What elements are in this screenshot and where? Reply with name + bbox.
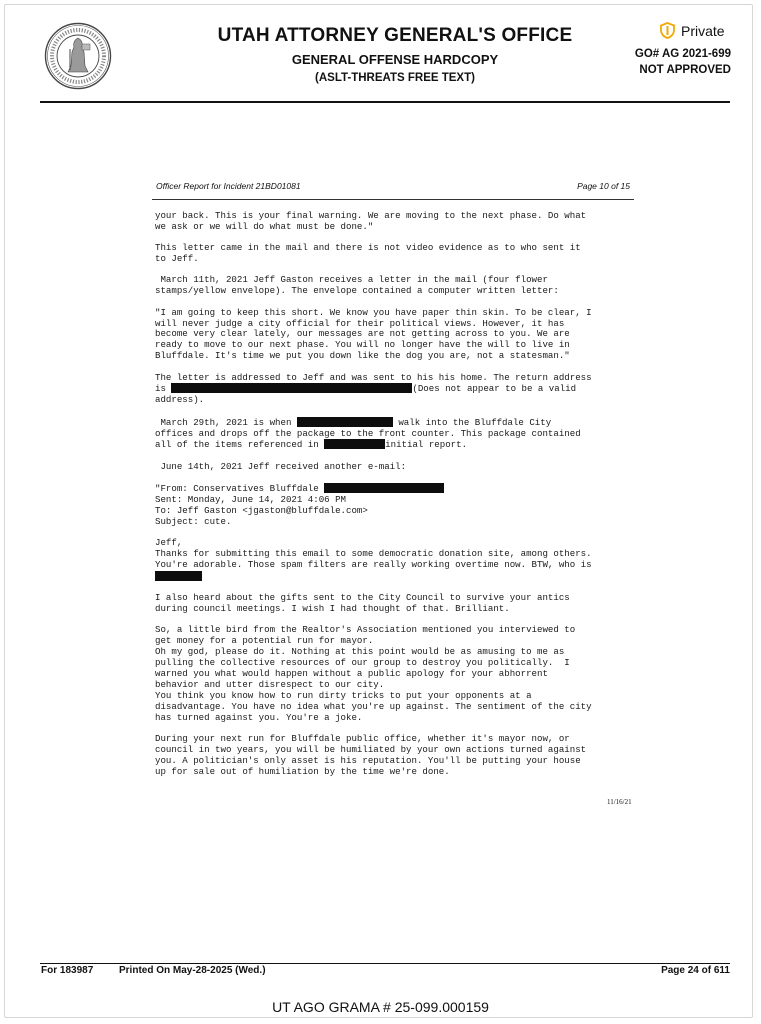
report-divider bbox=[152, 199, 634, 200]
footer-id: For 183987 bbox=[41, 965, 94, 976]
report-header bbox=[156, 181, 632, 191]
redaction bbox=[297, 417, 393, 427]
date-stamp: 11/16/21 bbox=[607, 798, 632, 806]
document-subtype: (ASLT-THREATS FREE TEXT) bbox=[315, 72, 475, 84]
paragraph: I also heard about the gifts sent to the City Council to survive your antics during council meetings. I wish I had thought of that. Brilliant. bbox=[155, 592, 570, 614]
paragraph: This letter came in the mail and there is not video evidence as to who sent it to Jeff. bbox=[155, 242, 581, 265]
footer-printed-on: Printed On May-28-2025 (Wed.) bbox=[119, 965, 266, 976]
report-body bbox=[155, 211, 635, 788]
header-divider bbox=[40, 101, 730, 103]
redaction bbox=[171, 383, 412, 393]
paragraph: So, a little bird from the Realtor's Association mentioned you interviewed to get money for a potential run for mayor. Oh my god, please do it. Nothing at this point would be as amusing to me as pulling the collective resources of our group to destroy you politically. I warned you what would happen without a public apology for your abhorrent behavior and utter disrespect to our city. You think you know how to run dirty tricks to put your opponents at a disadvantage. You have no idea what you're up against. The sentiment of the city has turned against you. You're a joke. bbox=[155, 624, 592, 723]
paragraph: June 14th, 2021 Jeff received another e-mail: bbox=[155, 460, 407, 472]
approval-status: NOT APPROVED bbox=[639, 64, 731, 76]
private-badge bbox=[660, 22, 725, 39]
redaction bbox=[155, 571, 202, 581]
paragraph: your back. This is your final warning. We are moving to the next phase. Do what we ask or we will do what must be done." bbox=[155, 210, 587, 232]
office-title: UTAH ATTORNEY GENERAL'S OFFICE bbox=[217, 25, 573, 46]
footer-page: Page 24 of 611 bbox=[661, 965, 730, 976]
grama-number: UT AGO GRAMA # 25-099.000159 bbox=[272, 999, 489, 1015]
go-number: GO# AG 2021-699 bbox=[634, 48, 731, 60]
state-seal-logo bbox=[44, 22, 112, 90]
email-header: "From: Conservatives Bluffdale Sent: Monday, June 14, 2021 4:06 PM To: Jeff Gaston <jgaston@bluffdale.com> Subject: cute. bbox=[155, 483, 635, 528]
report-title: Officer Report for Incident 21BD01081 bbox=[156, 181, 301, 191]
private-label: Private bbox=[681, 22, 725, 39]
quoted-letter: "I am going to keep this short. We know you have paper thin skin. To be clear, I will never judge a city official for their political views. However, it has become very clear lately, our messages are not getting across to you. We are ready to move to our next phase. You will no longer have the will to live in Bluffdale. It's time we put you down like the dog you are, not a statesman." bbox=[155, 306, 592, 362]
document-type: GENERAL OFFENSE HARDCOPY bbox=[291, 52, 499, 67]
paragraph: During your next run for Bluffdale public office, whether it's mayor now, or council in two years, you will be humiliated by your own actions turned against you. A politician's only asset is his reputation. You'll be putting your house up for sale out of humiliation by the time we're done. bbox=[155, 732, 587, 777]
redaction bbox=[324, 483, 444, 493]
report-page: Page 10 of 15 bbox=[577, 181, 630, 191]
paragraph: March 11th, 2021 Jeff Gaston receives a letter in the mail (four flower stamps/yellow envelope). The envelope contained a computer written letter: bbox=[155, 274, 559, 297]
shield-icon bbox=[660, 22, 675, 39]
email-body: Jeff, Thanks for submitting this email to some democratic donation site, among others. You're adorable. Those spam filters are really working overtime now. BTW, who is bbox=[155, 538, 635, 583]
paragraph: March 29th, 2021 is when walk into the Bluffdale City offices and drops off the package to the front counter. This package contained all of the items referenced in initial report. bbox=[155, 416, 581, 451]
paragraph: The letter is addressed to Jeff and was sent to his his home. The return address is (Does not appear to be a valid address). bbox=[155, 371, 592, 406]
redaction bbox=[324, 439, 385, 449]
case-info bbox=[635, 46, 731, 78]
footer-divider bbox=[40, 963, 730, 964]
